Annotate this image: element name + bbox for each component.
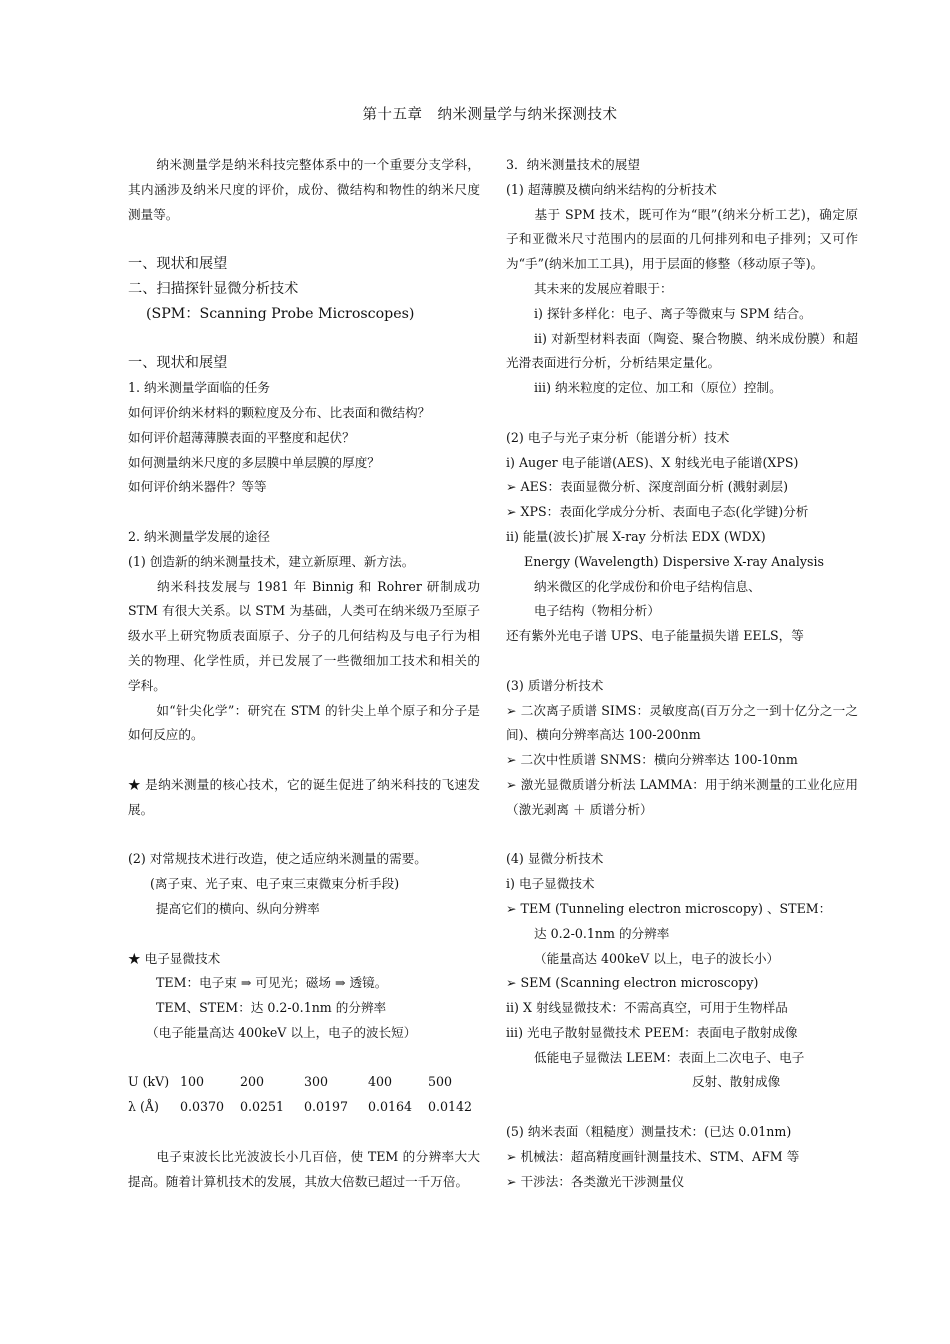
point-1: (1) 创造新的纳米测量技术，建立新原理、新方法。 [128,553,415,569]
subsection-title: 3．纳米测量技术的展望 [506,157,640,172]
table-cell: 100 [180,1074,205,1090]
point-2-a: (离子束、光子束、电子束三束微束分析手段) [150,876,400,892]
topic-2: (2) 电子与光子束分析（能谱分析）技术 [506,429,730,445]
table-cell: 0.0370 [180,1099,225,1115]
subsection-title: 1. 纳米测量学面临的任务 [128,380,270,396]
table-cell: 300 [304,1074,329,1090]
em-line-2: TEM、STEM：达 0.2-0.1nm 的分辨率 [156,1000,387,1016]
outline-item-2: 二、扫描探针显微分析技术 [128,280,299,297]
em-line-3: （电子能量高达 400keV 以上，电子的波长短） [146,1024,417,1040]
topic-3-sims: ➢ 二次离子质谱 SIMS：灵敏度高(百万分之一到十亿分之一之间)、横向分辨率高达 100-200nm [506,702,858,743]
conclusion-paragraph: 电子束波长比光波波长小几百倍，使 TEM 的分辨率大大提高。随着计算机技术的发展，其放大倍数已超过一千万倍。 [128,1148,480,1189]
topic-1-body: 基于 SPM 技术，既可作为“眼”(纳米分析工艺)，确定原子和亚微米尺寸范围内的层面的几何排列和电子排列；又可作为“手”(纳米加工工具)，用于层面的修整（移动原子等)。 [506,206,858,272]
star-note-2: ★ 电子显微技术 [128,950,221,966]
topic-1-item-i: i) 探针多样化：电子、离子等微束与 SPM 结合。 [534,305,812,321]
topic-5-mech: ➢ 机械法：超高精度画针测量技术、STM、AFM 等 [506,1148,800,1164]
table-cell: 0.0142 [428,1099,473,1115]
topic-2-item-ii: ii) 能量(波长)扩展 X-ray 分析法 EDX (WDX) [506,528,766,544]
table-cell: 400 [368,1074,393,1090]
table-cell: 0.0164 [368,1099,413,1115]
topic-5: (5) 纳米表面（粗糙度）测量技术：(已达 0.01nm) [506,1124,792,1140]
question-2: 如何评价超薄薄膜表面的平整度和起伏？ [128,429,355,445]
topic-4-tem-a: 达 0.2-0.1nm 的分辨率 [534,925,670,941]
table-row [128,1095,480,1120]
table-cell: U (kV) [128,1074,170,1090]
intro-paragraph: 纳米测量学是纳米科技完整体系中的一个重要分支学科，其内涵涉及纳米尺度的评价，成份、微结构和物性的纳米尺度测量等。 [128,157,480,222]
question-1: 如何评价纳米材料的颗粒度及分布、比表面和微结构？ [128,404,431,420]
topic-3-snms: ➢ 二次中性质谱 SNMS：横向分辨率达 100-10nm [506,752,798,768]
topic-4-item-iii: iii) 光电子散射显微技术 PEEM：表面电子散射成像 [506,1024,798,1040]
wavelength-table [128,1070,480,1120]
table-row [128,1070,480,1095]
topic-2-item-ii-b: 电子结构（物相分析） [534,603,660,619]
topic-4-item-i: i) 电子显微技术 [506,876,595,892]
subsection-title: 2. 纳米测量学发展的途径 [128,528,270,544]
topic-2-xps: ➢ XPS：表面化学成分分析、表面电子态(化学键)分析 [506,504,809,520]
table-cell: λ (Å) [128,1099,159,1115]
point-1-example: 如“针尖化学”：研究在 STM 的针尖上单个原子和分子是如何反应的。 [128,702,480,743]
topic-1-item-ii: ii) 对新型材料表面（陶瓷、聚合物膜、纳米成份膜）和超光滑表面进行分析，分析结果定量化。 [506,330,858,371]
topic-4-leem: 低能电子显微法 LEEM：表面上二次电子、电子 [534,1049,805,1065]
table-cell: 0.0197 [304,1099,349,1115]
topic-2-more: 还有紫外光电子谱 UPS、电子能量损失谱 EELS，等 [506,628,804,644]
topic-2-aes: ➢ AES：表面显微分析、深度剖面分析 (溅射剥层) [506,479,788,495]
topic-4-sem: ➢ SEM (Scanning electron microscopy) [506,975,759,991]
star-note-1: ★ 是纳米测量的核心技术，它的诞生促进了纳米科技的飞速发展。 [128,776,480,817]
topic-4-tem-b: （能量高达 400keV 以上，电子的波长小） [534,950,780,966]
question-4: 如何评价纳米器件？等等 [128,479,267,495]
chapter-title: 第十五章 纳米测量学与纳米探测技术 [362,107,618,123]
topic-4-item-ii: ii) X 射线显微技术：不需高真空，可用于生物样品 [506,1000,788,1016]
topic-4-tem: ➢ TEM (Tunneling electron microscopy) 、STEM： [506,900,832,916]
topic-4: (4) 显微分析技术 [506,851,604,867]
topic-3-lamma: ➢ 激光显微质谱分析法 LAMMA：用于纳米测量的工业化应用（激光剥离 ＋ 质谱分析） [506,776,858,817]
table-cell: 500 [428,1074,453,1090]
topic-1: (1) 超薄膜及横向纳米结构的分析技术 [506,181,717,197]
topic-3: (3) 质谱分析技术 [506,677,604,693]
point-2: (2) 对常规技术进行改造，使之适应纳米测量的需要。 [128,851,427,867]
point-2-b: 提高它们的横向、纵向分辨率 [156,900,320,916]
table-cell: 0.0251 [240,1099,285,1115]
table-cell: 200 [240,1074,265,1090]
section-heading: 一、现状和展望 [128,355,228,372]
outline-item-1: 一、现状和展望 [128,256,228,273]
question-3: 如何测量纳米尺度的多层膜中单层膜的厚度？ [128,454,380,470]
topic-4-leem-2: 反射、散射成像 [692,1074,781,1090]
topic-2-item-ii-a: 纳米微区的化学成份和价电子结构信息、 [534,578,761,594]
topic-2-item-i: i) Auger 电子能谱(AES)、X 射线光电子能谱(XPS) [506,454,799,470]
topic-1-future: 其未来的发展应着眼于： [534,280,673,296]
outline-item-3: (SPM：Scanning Probe Microscopes) [146,305,415,322]
em-line-1: TEM：电子束 ⇒ 可见光；磁场 ⇒ 透镜。 [156,975,388,991]
topic-2-item-ii-en: Energy (Wavelength) Dispersive X-ray Analysis [524,553,824,569]
topic-5-interf: ➢ 干涉法：各类激光干涉测量仪 [506,1173,685,1189]
left-column [128,153,480,1194]
topic-1-item-iii: iii) 纳米粒度的定位、加工和（原位）控制。 [534,380,782,396]
right-column [506,153,858,1194]
point-1-body: 纳米科技发展与 1981 年 Binnig 和 Rohrer 研制成功 STM 有很大关系。以 STM 为基础，人类可在纳米级乃至原子级水平上研究物质表面原子、分子的几何结构及与电子行为相关的物理、化学性质，并已发展了一些微细加工技术和相关的学科。 [128,578,480,693]
